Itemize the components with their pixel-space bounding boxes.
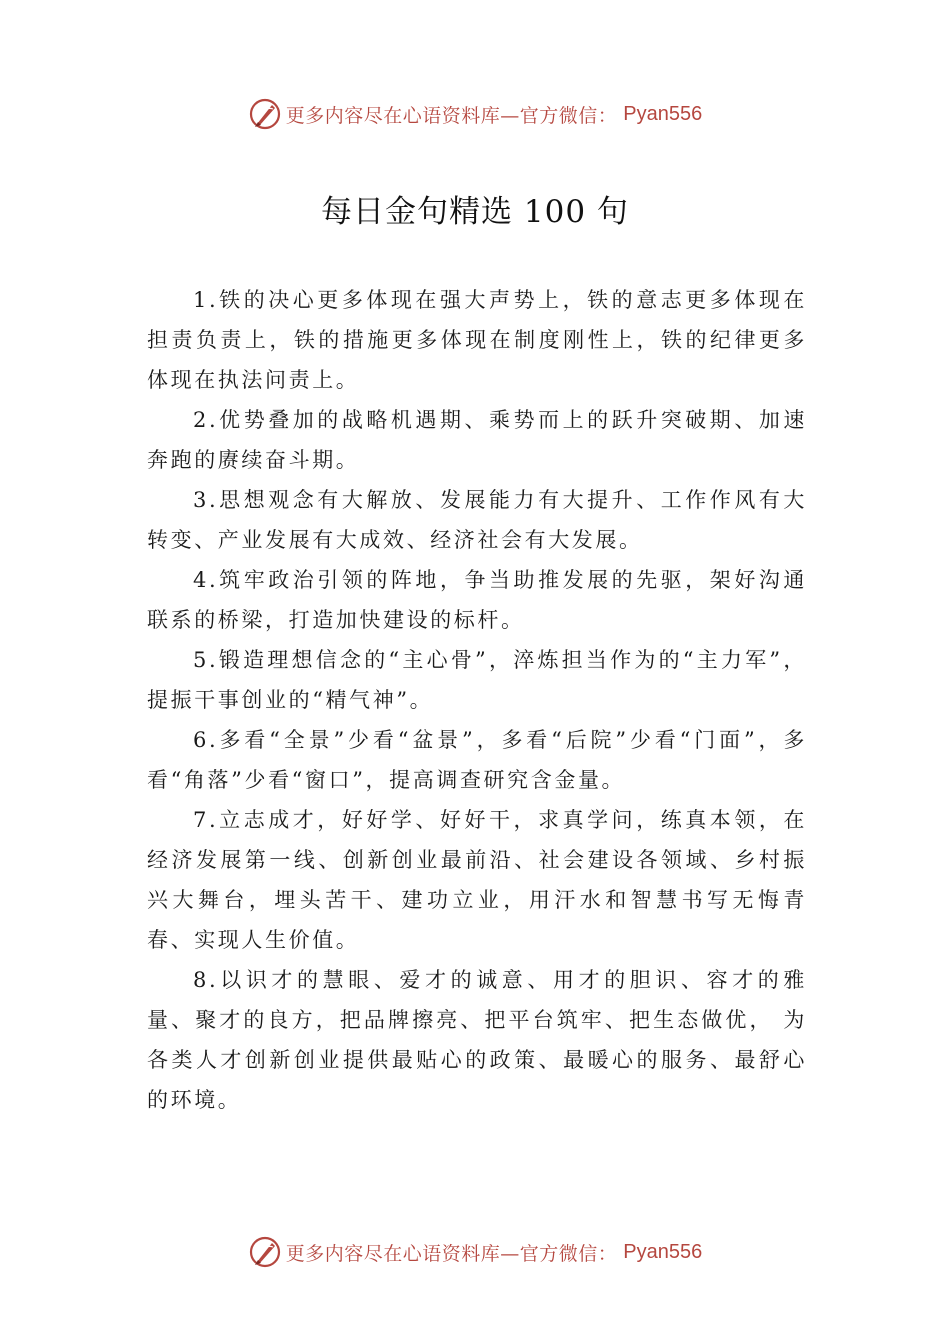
- header-wechat-id: Pyan556: [623, 102, 703, 125]
- footer-banner: [0, 1232, 950, 1272]
- footer-banner-text: 更多内容尽在心语资料库—官方微信：: [285, 1242, 618, 1265]
- quote-item: 7.立志成才，好好学、好好干，求真学问，练真本领，在经济发展第一线、创新创业最前沿、社会建设各领域、乡村振兴大舞台，埋头苦干、建功立业，用汗水和智慧书写无悔青春、实现人生价值。: [147, 808, 807, 952]
- footer-wechat-id: Pyan556: [623, 1240, 703, 1263]
- quote-item: 8.以识才的慧眼、爱才的诚意、用才的胆识、容才的雅量、聚才的良方，把品牌擦亮、把平台筑牢、把生态做优， 为各类人才创新创业提供最贴心的政策、最暖心的服务、最舒心的环境。: [147, 968, 807, 1112]
- quote-item: 2.优势叠加的战略机遇期、乘势而上的跃升突破期、加速奔跑的赓续奋斗期。: [147, 408, 807, 472]
- quote-item: 6.多看“全景”少看“盆景”，多看“后院”少看“门面”，多看“角落”少看“窗口”，提高调查研究含金量。: [147, 728, 807, 792]
- quote-item: 5.锻造理想信念的“主心骨”，淬炼担当作为的“主力军”，提振干事创业的“精气神”。: [147, 648, 807, 712]
- quote-item: 4.筑牢政治引领的阵地，争当助推发展的先驱，架好沟通联系的桥梁，打造加快建设的标杆。: [147, 568, 807, 632]
- quill-pen-logo-icon: [248, 97, 282, 131]
- header-banner: [0, 94, 950, 134]
- header-banner-text: 更多内容尽在心语资料库—官方微信：: [285, 104, 618, 127]
- document-body: [147, 280, 807, 1120]
- quote-item: 3.思想观念有大解放、发展能力有大提升、工作作风有大转变、产业发展有大成效、经济社会有大发展。: [147, 488, 807, 552]
- document-title: 每日金句精选 100 句: [321, 194, 629, 230]
- quill-pen-logo-icon: [248, 1235, 282, 1269]
- quote-item: 1.铁的决心更多体现在强大声势上，铁的意志更多体现在担责负责上，铁的措施更多体现在制度刚性上，铁的纪律更多体现在执法问责上。: [147, 288, 807, 392]
